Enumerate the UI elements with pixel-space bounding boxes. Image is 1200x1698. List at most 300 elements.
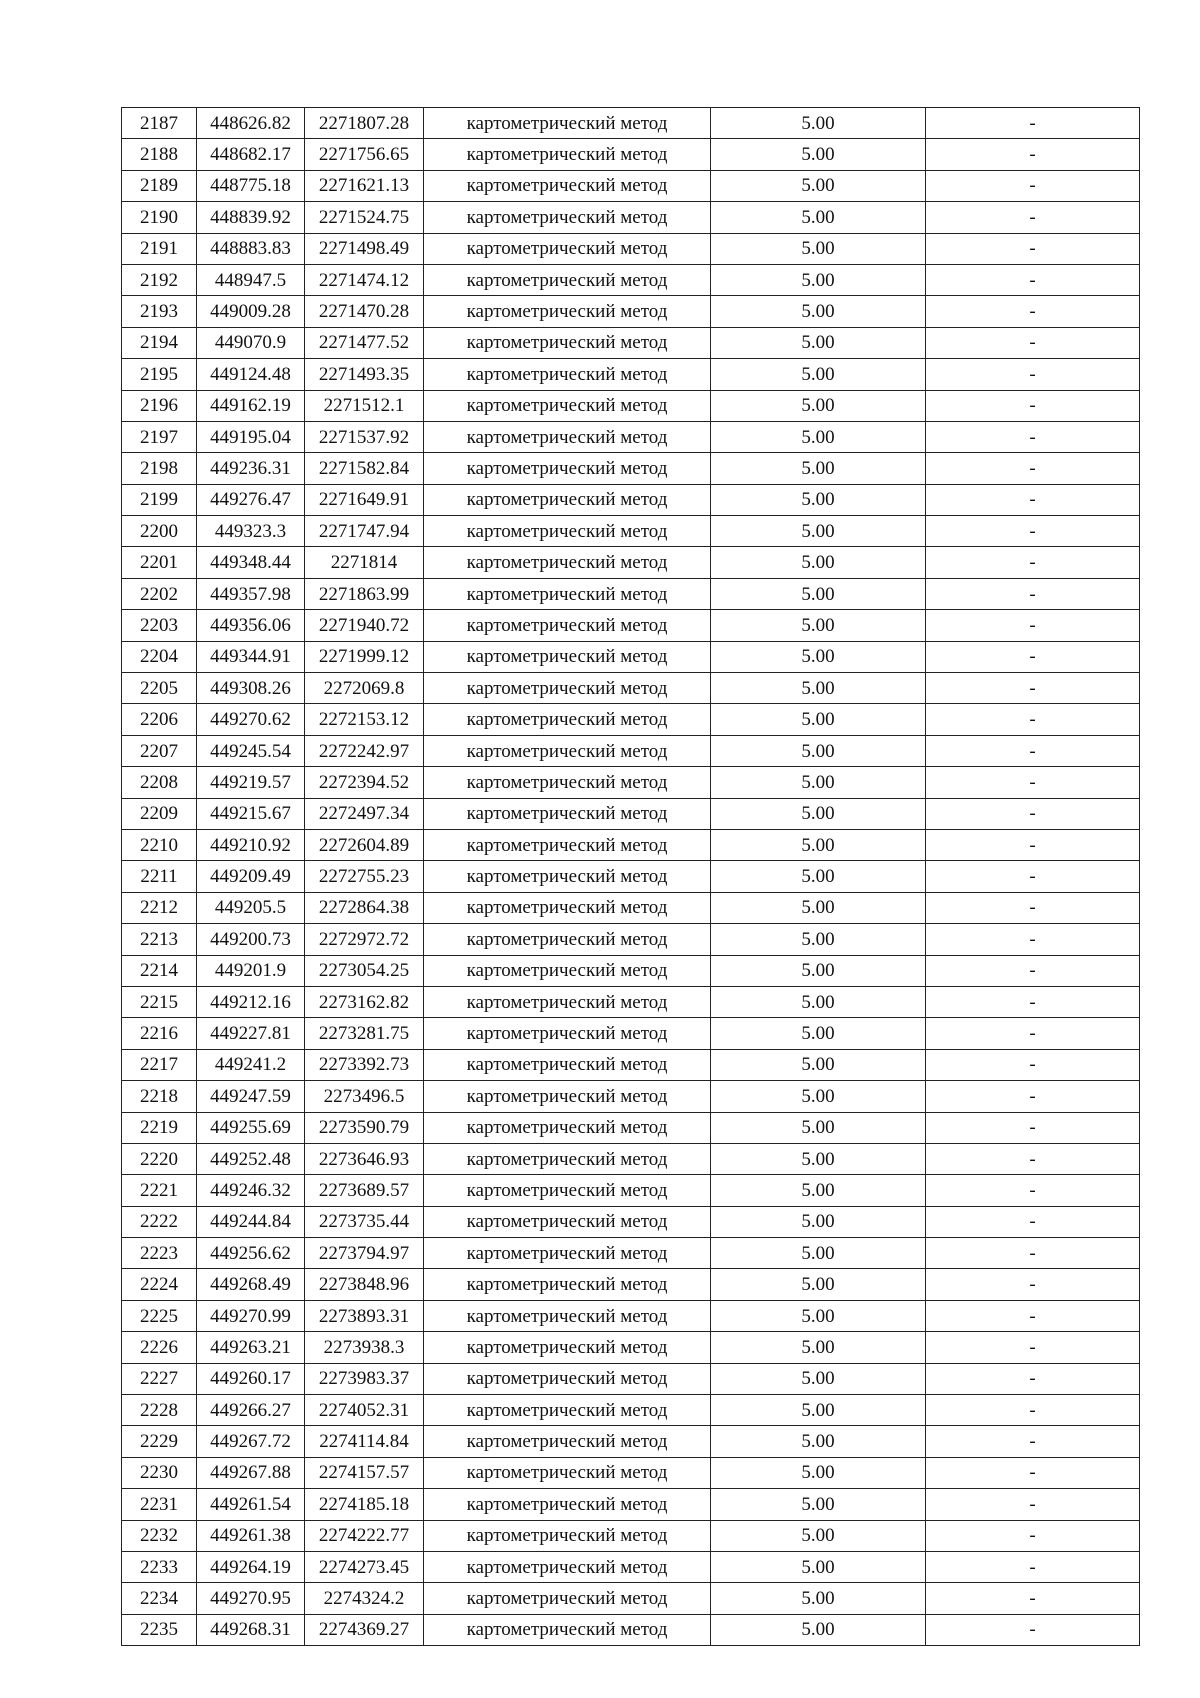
table-row bbox=[122, 296, 1140, 327]
y-coordinate-cell: 2271498.49 bbox=[305, 233, 424, 264]
table-row bbox=[122, 610, 1140, 641]
method-cell: картометрический метод bbox=[424, 1112, 711, 1143]
x-coordinate-cell: 449070.9 bbox=[197, 327, 305, 358]
y-coordinate-cell: 2272755.23 bbox=[305, 861, 424, 892]
accuracy-cell: 5.00 bbox=[711, 1426, 926, 1457]
method-cell: картометрический метод bbox=[424, 1457, 711, 1488]
point-number-cell: 2209 bbox=[122, 798, 197, 829]
note-cell: - bbox=[926, 1457, 1140, 1488]
y-coordinate-cell: 2273590.79 bbox=[305, 1112, 424, 1143]
method-cell: картометрический метод bbox=[424, 1175, 711, 1206]
x-coordinate-cell: 449124.48 bbox=[197, 359, 305, 390]
y-coordinate-cell: 2271582.84 bbox=[305, 453, 424, 484]
note-cell: - bbox=[926, 1175, 1140, 1206]
point-number-cell: 2217 bbox=[122, 1049, 197, 1080]
y-coordinate-cell: 2273794.97 bbox=[305, 1238, 424, 1269]
y-coordinate-cell: 2273893.31 bbox=[305, 1300, 424, 1331]
x-coordinate-cell: 449264.19 bbox=[197, 1551, 305, 1582]
point-number-cell: 2210 bbox=[122, 829, 197, 860]
y-coordinate-cell: 2271814 bbox=[305, 547, 424, 578]
point-number-cell: 2234 bbox=[122, 1583, 197, 1614]
table-row bbox=[122, 578, 1140, 609]
method-cell: картометрический метод bbox=[424, 610, 711, 641]
method-cell: картометрический метод bbox=[424, 170, 711, 201]
y-coordinate-cell: 2272069.8 bbox=[305, 673, 424, 704]
accuracy-cell: 5.00 bbox=[711, 1457, 926, 1488]
point-number-cell: 2205 bbox=[122, 673, 197, 704]
accuracy-cell: 5.00 bbox=[711, 108, 926, 139]
point-number-cell: 2235 bbox=[122, 1614, 197, 1645]
note-cell: - bbox=[926, 484, 1140, 515]
x-coordinate-cell: 449212.16 bbox=[197, 986, 305, 1017]
table-row bbox=[122, 1614, 1140, 1645]
x-coordinate-cell: 449356.06 bbox=[197, 610, 305, 641]
y-coordinate-cell: 2271747.94 bbox=[305, 516, 424, 547]
x-coordinate-cell: 449261.38 bbox=[197, 1520, 305, 1551]
method-cell: картометрический метод bbox=[424, 829, 711, 860]
method-cell: картометрический метод bbox=[424, 233, 711, 264]
method-cell: картометрический метод bbox=[424, 1049, 711, 1080]
coordinates-table bbox=[121, 107, 1140, 1646]
point-number-cell: 2223 bbox=[122, 1238, 197, 1269]
note-cell: - bbox=[926, 829, 1140, 860]
table-row bbox=[122, 390, 1140, 421]
x-coordinate-cell: 448775.18 bbox=[197, 170, 305, 201]
point-number-cell: 2216 bbox=[122, 1018, 197, 1049]
table-row bbox=[122, 924, 1140, 955]
method-cell: картометрический метод bbox=[424, 861, 711, 892]
y-coordinate-cell: 2274157.57 bbox=[305, 1457, 424, 1488]
note-cell: - bbox=[926, 767, 1140, 798]
x-coordinate-cell: 449009.28 bbox=[197, 296, 305, 327]
table-row bbox=[122, 1426, 1140, 1457]
note-cell: - bbox=[926, 1551, 1140, 1582]
y-coordinate-cell: 2271512.1 bbox=[305, 390, 424, 421]
y-coordinate-cell: 2272972.72 bbox=[305, 924, 424, 955]
x-coordinate-cell: 449195.04 bbox=[197, 421, 305, 452]
note-cell: - bbox=[926, 798, 1140, 829]
accuracy-cell: 5.00 bbox=[711, 1520, 926, 1551]
note-cell: - bbox=[926, 547, 1140, 578]
y-coordinate-cell: 2274052.31 bbox=[305, 1395, 424, 1426]
table-row bbox=[122, 1489, 1140, 1520]
y-coordinate-cell: 2272864.38 bbox=[305, 892, 424, 923]
method-cell: картометрический метод bbox=[424, 955, 711, 986]
note-cell: - bbox=[926, 1018, 1140, 1049]
accuracy-cell: 5.00 bbox=[711, 767, 926, 798]
point-number-cell: 2218 bbox=[122, 1081, 197, 1112]
x-coordinate-cell: 449256.62 bbox=[197, 1238, 305, 1269]
accuracy-cell: 5.00 bbox=[711, 296, 926, 327]
point-number-cell: 2232 bbox=[122, 1520, 197, 1551]
accuracy-cell: 5.00 bbox=[711, 1551, 926, 1582]
table-row bbox=[122, 641, 1140, 672]
x-coordinate-cell: 449255.69 bbox=[197, 1112, 305, 1143]
method-cell: картометрический метод bbox=[424, 327, 711, 358]
table-body bbox=[122, 108, 1140, 1646]
note-cell: - bbox=[926, 139, 1140, 170]
x-coordinate-cell: 449270.99 bbox=[197, 1300, 305, 1331]
note-cell: - bbox=[926, 1238, 1140, 1269]
x-coordinate-cell: 449210.92 bbox=[197, 829, 305, 860]
method-cell: картометрический метод bbox=[424, 202, 711, 233]
note-cell: - bbox=[926, 233, 1140, 264]
point-number-cell: 2224 bbox=[122, 1269, 197, 1300]
method-cell: картометрический метод bbox=[424, 986, 711, 1017]
method-cell: картометрический метод bbox=[424, 453, 711, 484]
y-coordinate-cell: 2272497.34 bbox=[305, 798, 424, 829]
table-row bbox=[122, 1395, 1140, 1426]
table-row bbox=[122, 1081, 1140, 1112]
accuracy-cell: 5.00 bbox=[711, 202, 926, 233]
point-number-cell: 2214 bbox=[122, 955, 197, 986]
y-coordinate-cell: 2271477.52 bbox=[305, 327, 424, 358]
x-coordinate-cell: 449268.49 bbox=[197, 1269, 305, 1300]
table-row bbox=[122, 1206, 1140, 1237]
y-coordinate-cell: 2274324.2 bbox=[305, 1583, 424, 1614]
x-coordinate-cell: 449268.31 bbox=[197, 1614, 305, 1645]
method-cell: картометрический метод bbox=[424, 641, 711, 672]
x-coordinate-cell: 449266.27 bbox=[197, 1395, 305, 1426]
accuracy-cell: 5.00 bbox=[711, 861, 926, 892]
method-cell: картометрический метод bbox=[424, 1143, 711, 1174]
point-number-cell: 2211 bbox=[122, 861, 197, 892]
method-cell: картометрический метод bbox=[424, 547, 711, 578]
note-cell: - bbox=[926, 1583, 1140, 1614]
x-coordinate-cell: 449348.44 bbox=[197, 547, 305, 578]
note-cell: - bbox=[926, 1520, 1140, 1551]
point-number-cell: 2191 bbox=[122, 233, 197, 264]
table-row bbox=[122, 704, 1140, 735]
accuracy-cell: 5.00 bbox=[711, 578, 926, 609]
note-cell: - bbox=[926, 1206, 1140, 1237]
table-row bbox=[122, 264, 1140, 295]
table-row bbox=[122, 484, 1140, 515]
table-row bbox=[122, 1238, 1140, 1269]
note-cell: - bbox=[926, 296, 1140, 327]
table-row bbox=[122, 986, 1140, 1017]
y-coordinate-cell: 2271999.12 bbox=[305, 641, 424, 672]
x-coordinate-cell: 449252.48 bbox=[197, 1143, 305, 1174]
note-cell: - bbox=[926, 641, 1140, 672]
x-coordinate-cell: 449267.72 bbox=[197, 1426, 305, 1457]
y-coordinate-cell: 2271537.92 bbox=[305, 421, 424, 452]
x-coordinate-cell: 448682.17 bbox=[197, 139, 305, 170]
method-cell: картометрический метод bbox=[424, 484, 711, 515]
accuracy-cell: 5.00 bbox=[711, 233, 926, 264]
table-row bbox=[122, 1457, 1140, 1488]
note-cell: - bbox=[926, 421, 1140, 452]
accuracy-cell: 5.00 bbox=[711, 1143, 926, 1174]
point-number-cell: 2233 bbox=[122, 1551, 197, 1582]
method-cell: картометрический метод bbox=[424, 673, 711, 704]
x-coordinate-cell: 449323.3 bbox=[197, 516, 305, 547]
y-coordinate-cell: 2274273.45 bbox=[305, 1551, 424, 1582]
x-coordinate-cell: 449270.95 bbox=[197, 1583, 305, 1614]
accuracy-cell: 5.00 bbox=[711, 735, 926, 766]
note-cell: - bbox=[926, 108, 1140, 139]
note-cell: - bbox=[926, 610, 1140, 641]
method-cell: картометрический метод bbox=[424, 1269, 711, 1300]
accuracy-cell: 5.00 bbox=[711, 516, 926, 547]
y-coordinate-cell: 2271940.72 bbox=[305, 610, 424, 641]
point-number-cell: 2230 bbox=[122, 1457, 197, 1488]
y-coordinate-cell: 2273281.75 bbox=[305, 1018, 424, 1049]
note-cell: - bbox=[926, 1143, 1140, 1174]
table-row bbox=[122, 1049, 1140, 1080]
x-coordinate-cell: 449357.98 bbox=[197, 578, 305, 609]
table-row bbox=[122, 1332, 1140, 1363]
method-cell: картометрический метод bbox=[424, 1300, 711, 1331]
accuracy-cell: 5.00 bbox=[711, 1363, 926, 1394]
x-coordinate-cell: 449308.26 bbox=[197, 673, 305, 704]
note-cell: - bbox=[926, 1269, 1140, 1300]
accuracy-cell: 5.00 bbox=[711, 673, 926, 704]
point-number-cell: 2188 bbox=[122, 139, 197, 170]
note-cell: - bbox=[926, 1426, 1140, 1457]
table-row bbox=[122, 1175, 1140, 1206]
point-number-cell: 2193 bbox=[122, 296, 197, 327]
x-coordinate-cell: 449219.57 bbox=[197, 767, 305, 798]
table-row bbox=[122, 359, 1140, 390]
method-cell: картометрический метод bbox=[424, 704, 711, 735]
table-row bbox=[122, 233, 1140, 264]
method-cell: картометрический метод bbox=[424, 390, 711, 421]
note-cell: - bbox=[926, 924, 1140, 955]
note-cell: - bbox=[926, 1332, 1140, 1363]
table-row bbox=[122, 829, 1140, 860]
x-coordinate-cell: 449261.54 bbox=[197, 1489, 305, 1520]
method-cell: картометрический метод bbox=[424, 1551, 711, 1582]
x-coordinate-cell: 448839.92 bbox=[197, 202, 305, 233]
x-coordinate-cell: 449244.84 bbox=[197, 1206, 305, 1237]
point-number-cell: 2208 bbox=[122, 767, 197, 798]
x-coordinate-cell: 448947.5 bbox=[197, 264, 305, 295]
accuracy-cell: 5.00 bbox=[711, 1112, 926, 1143]
accuracy-cell: 5.00 bbox=[711, 1269, 926, 1300]
note-cell: - bbox=[926, 673, 1140, 704]
accuracy-cell: 5.00 bbox=[711, 1489, 926, 1520]
accuracy-cell: 5.00 bbox=[711, 1395, 926, 1426]
point-number-cell: 2213 bbox=[122, 924, 197, 955]
accuracy-cell: 5.00 bbox=[711, 1238, 926, 1269]
point-number-cell: 2190 bbox=[122, 202, 197, 233]
method-cell: картометрический метод bbox=[424, 1489, 711, 1520]
point-number-cell: 2220 bbox=[122, 1143, 197, 1174]
x-coordinate-cell: 449267.88 bbox=[197, 1457, 305, 1488]
y-coordinate-cell: 2273054.25 bbox=[305, 955, 424, 986]
method-cell: картометрический метод bbox=[424, 1238, 711, 1269]
note-cell: - bbox=[926, 1112, 1140, 1143]
x-coordinate-cell: 449209.49 bbox=[197, 861, 305, 892]
accuracy-cell: 5.00 bbox=[711, 829, 926, 860]
point-number-cell: 2195 bbox=[122, 359, 197, 390]
y-coordinate-cell: 2273848.96 bbox=[305, 1269, 424, 1300]
note-cell: - bbox=[926, 955, 1140, 986]
table-row bbox=[122, 1112, 1140, 1143]
accuracy-cell: 5.00 bbox=[711, 1175, 926, 1206]
note-cell: - bbox=[926, 578, 1140, 609]
accuracy-cell: 5.00 bbox=[711, 892, 926, 923]
accuracy-cell: 5.00 bbox=[711, 1614, 926, 1645]
point-number-cell: 2194 bbox=[122, 327, 197, 358]
x-coordinate-cell: 449260.17 bbox=[197, 1363, 305, 1394]
note-cell: - bbox=[926, 327, 1140, 358]
y-coordinate-cell: 2271863.99 bbox=[305, 578, 424, 609]
y-coordinate-cell: 2274222.77 bbox=[305, 1520, 424, 1551]
table-row bbox=[122, 861, 1140, 892]
note-cell: - bbox=[926, 704, 1140, 735]
point-number-cell: 2199 bbox=[122, 484, 197, 515]
y-coordinate-cell: 2274185.18 bbox=[305, 1489, 424, 1520]
point-number-cell: 2203 bbox=[122, 610, 197, 641]
method-cell: картометрический метод bbox=[424, 1520, 711, 1551]
table-row bbox=[122, 139, 1140, 170]
y-coordinate-cell: 2271524.75 bbox=[305, 202, 424, 233]
x-coordinate-cell: 448883.83 bbox=[197, 233, 305, 264]
accuracy-cell: 5.00 bbox=[711, 1206, 926, 1237]
y-coordinate-cell: 2271493.35 bbox=[305, 359, 424, 390]
x-coordinate-cell: 449276.47 bbox=[197, 484, 305, 515]
point-number-cell: 2189 bbox=[122, 170, 197, 201]
method-cell: картометрический метод bbox=[424, 892, 711, 923]
x-coordinate-cell: 449241.2 bbox=[197, 1049, 305, 1080]
accuracy-cell: 5.00 bbox=[711, 1049, 926, 1080]
y-coordinate-cell: 2274369.27 bbox=[305, 1614, 424, 1645]
point-number-cell: 2226 bbox=[122, 1332, 197, 1363]
accuracy-cell: 5.00 bbox=[711, 1332, 926, 1363]
y-coordinate-cell: 2273496.5 bbox=[305, 1081, 424, 1112]
note-cell: - bbox=[926, 735, 1140, 766]
table-row bbox=[122, 547, 1140, 578]
x-coordinate-cell: 449227.81 bbox=[197, 1018, 305, 1049]
point-number-cell: 2225 bbox=[122, 1300, 197, 1331]
method-cell: картометрический метод bbox=[424, 1395, 711, 1426]
y-coordinate-cell: 2272604.89 bbox=[305, 829, 424, 860]
y-coordinate-cell: 2271470.28 bbox=[305, 296, 424, 327]
y-coordinate-cell: 2272153.12 bbox=[305, 704, 424, 735]
x-coordinate-cell: 449215.67 bbox=[197, 798, 305, 829]
table-row bbox=[122, 673, 1140, 704]
y-coordinate-cell: 2271474.12 bbox=[305, 264, 424, 295]
method-cell: картометрический метод bbox=[424, 516, 711, 547]
table-row bbox=[122, 1018, 1140, 1049]
table-row bbox=[122, 453, 1140, 484]
table-row bbox=[122, 767, 1140, 798]
note-cell: - bbox=[926, 170, 1140, 201]
table-row bbox=[122, 1143, 1140, 1174]
table-row bbox=[122, 798, 1140, 829]
method-cell: картометрический метод bbox=[424, 735, 711, 766]
method-cell: картометрический метод bbox=[424, 1426, 711, 1457]
x-coordinate-cell: 448626.82 bbox=[197, 108, 305, 139]
note-cell: - bbox=[926, 1049, 1140, 1080]
table-row bbox=[122, 1583, 1140, 1614]
method-cell: картометрический метод bbox=[424, 296, 711, 327]
y-coordinate-cell: 2273162.82 bbox=[305, 986, 424, 1017]
y-coordinate-cell: 2273689.57 bbox=[305, 1175, 424, 1206]
point-number-cell: 2229 bbox=[122, 1426, 197, 1457]
accuracy-cell: 5.00 bbox=[711, 547, 926, 578]
method-cell: картометрический метод bbox=[424, 1363, 711, 1394]
method-cell: картометрический метод bbox=[424, 108, 711, 139]
accuracy-cell: 5.00 bbox=[711, 390, 926, 421]
accuracy-cell: 5.00 bbox=[711, 170, 926, 201]
point-number-cell: 2196 bbox=[122, 390, 197, 421]
note-cell: - bbox=[926, 516, 1140, 547]
y-coordinate-cell: 2273392.73 bbox=[305, 1049, 424, 1080]
accuracy-cell: 5.00 bbox=[711, 955, 926, 986]
point-number-cell: 2219 bbox=[122, 1112, 197, 1143]
table-row bbox=[122, 735, 1140, 766]
point-number-cell: 2201 bbox=[122, 547, 197, 578]
note-cell: - bbox=[926, 892, 1140, 923]
method-cell: картометрический метод bbox=[424, 1614, 711, 1645]
accuracy-cell: 5.00 bbox=[711, 1081, 926, 1112]
point-number-cell: 2222 bbox=[122, 1206, 197, 1237]
point-number-cell: 2212 bbox=[122, 892, 197, 923]
accuracy-cell: 5.00 bbox=[711, 484, 926, 515]
y-coordinate-cell: 2271621.13 bbox=[305, 170, 424, 201]
accuracy-cell: 5.00 bbox=[711, 610, 926, 641]
note-cell: - bbox=[926, 453, 1140, 484]
accuracy-cell: 5.00 bbox=[711, 1300, 926, 1331]
note-cell: - bbox=[926, 390, 1140, 421]
point-number-cell: 2231 bbox=[122, 1489, 197, 1520]
accuracy-cell: 5.00 bbox=[711, 327, 926, 358]
table-row bbox=[122, 1363, 1140, 1394]
table-row bbox=[122, 202, 1140, 233]
note-cell: - bbox=[926, 1614, 1140, 1645]
point-number-cell: 2228 bbox=[122, 1395, 197, 1426]
accuracy-cell: 5.00 bbox=[711, 421, 926, 452]
method-cell: картометрический метод bbox=[424, 1583, 711, 1614]
table-row bbox=[122, 1520, 1140, 1551]
x-coordinate-cell: 449247.59 bbox=[197, 1081, 305, 1112]
accuracy-cell: 5.00 bbox=[711, 1018, 926, 1049]
accuracy-cell: 5.00 bbox=[711, 1583, 926, 1614]
note-cell: - bbox=[926, 202, 1140, 233]
accuracy-cell: 5.00 bbox=[711, 139, 926, 170]
point-number-cell: 2198 bbox=[122, 453, 197, 484]
table-row bbox=[122, 421, 1140, 452]
method-cell: картометрический метод bbox=[424, 421, 711, 452]
method-cell: картометрический метод bbox=[424, 1332, 711, 1363]
table-row bbox=[122, 1300, 1140, 1331]
accuracy-cell: 5.00 bbox=[711, 986, 926, 1017]
accuracy-cell: 5.00 bbox=[711, 798, 926, 829]
table-row bbox=[122, 955, 1140, 986]
point-number-cell: 2204 bbox=[122, 641, 197, 672]
note-cell: - bbox=[926, 359, 1140, 390]
y-coordinate-cell: 2273938.3 bbox=[305, 1332, 424, 1363]
y-coordinate-cell: 2274114.84 bbox=[305, 1426, 424, 1457]
point-number-cell: 2221 bbox=[122, 1175, 197, 1206]
x-coordinate-cell: 449201.9 bbox=[197, 955, 305, 986]
method-cell: картометрический метод bbox=[424, 1206, 711, 1237]
y-coordinate-cell: 2271756.65 bbox=[305, 139, 424, 170]
y-coordinate-cell: 2273735.44 bbox=[305, 1206, 424, 1237]
method-cell: картометрический метод bbox=[424, 798, 711, 829]
table-row bbox=[122, 892, 1140, 923]
point-number-cell: 2206 bbox=[122, 704, 197, 735]
method-cell: картометрический метод bbox=[424, 139, 711, 170]
x-coordinate-cell: 449263.21 bbox=[197, 1332, 305, 1363]
accuracy-cell: 5.00 bbox=[711, 704, 926, 735]
x-coordinate-cell: 449162.19 bbox=[197, 390, 305, 421]
table-row bbox=[122, 1269, 1140, 1300]
table-row bbox=[122, 170, 1140, 201]
